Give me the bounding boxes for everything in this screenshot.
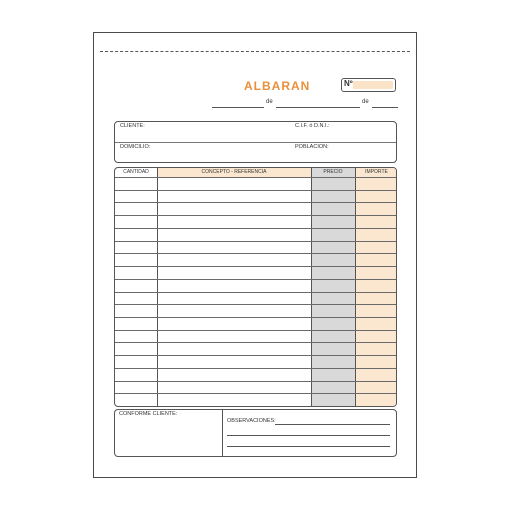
cliente-label: CLIENTE:	[120, 123, 145, 129]
perforation-line	[100, 51, 410, 52]
footer-divider	[222, 410, 223, 456]
form-title: ALBARAN	[244, 79, 311, 93]
number-fill	[353, 81, 393, 89]
cif-label: C.I.F. ó D.N.I.:	[295, 123, 330, 129]
col-divider-3	[355, 168, 356, 406]
importe-column-fill	[355, 168, 396, 406]
number-label: Nº	[344, 79, 353, 88]
header-cantidad: CANTIDAD	[123, 169, 149, 175]
observaciones-label: OBSERVACIONES:	[227, 418, 276, 424]
albaran-form	[93, 32, 417, 478]
date-year-line[interactable]	[372, 107, 398, 108]
precio-column-fill	[311, 168, 355, 406]
client-info-box	[114, 121, 397, 163]
conforme-cliente-label: CONFORME CLIENTE:	[119, 411, 178, 417]
date-sep-2: de	[362, 99, 369, 105]
table-row[interactable]	[115, 304, 396, 305]
table-row[interactable]	[115, 355, 396, 356]
header-concepto: CONCEPTO - REFERENCIA	[201, 169, 267, 175]
date-day-line[interactable]	[212, 107, 264, 108]
items-table	[114, 167, 397, 407]
observaciones-line-3[interactable]	[227, 446, 390, 447]
client-divider	[115, 142, 396, 143]
observaciones-line-1[interactable]	[275, 424, 390, 425]
table-row[interactable]	[115, 253, 396, 254]
table-row[interactable]	[115, 292, 396, 293]
poblacion-label: POBLACION:	[295, 144, 329, 150]
table-row[interactable]	[115, 215, 396, 216]
domicilio-label: DOMICILIO:	[120, 144, 151, 150]
table-row[interactable]	[115, 177, 396, 178]
table-row[interactable]	[115, 330, 396, 331]
table-row[interactable]	[115, 342, 396, 343]
date-sep-1: de	[266, 99, 273, 105]
table-row[interactable]	[115, 190, 396, 191]
table-row[interactable]	[115, 279, 396, 280]
table-row[interactable]	[115, 241, 396, 242]
table-row[interactable]	[115, 228, 396, 229]
header-precio: PRECIO	[323, 169, 343, 175]
table-row[interactable]	[115, 266, 396, 267]
number-field[interactable]	[341, 78, 396, 92]
table-row[interactable]	[115, 317, 396, 318]
observaciones-line-2[interactable]	[227, 435, 390, 436]
table-row[interactable]	[115, 393, 396, 394]
table-row[interactable]	[115, 202, 396, 203]
table-row[interactable]	[115, 368, 396, 369]
date-month-line[interactable]	[276, 107, 360, 108]
table-row[interactable]	[115, 381, 396, 382]
col-divider-2	[311, 168, 312, 406]
header-importe: IMPORTE	[365, 169, 388, 175]
col-divider-1	[157, 168, 158, 406]
footer-box	[114, 409, 397, 457]
